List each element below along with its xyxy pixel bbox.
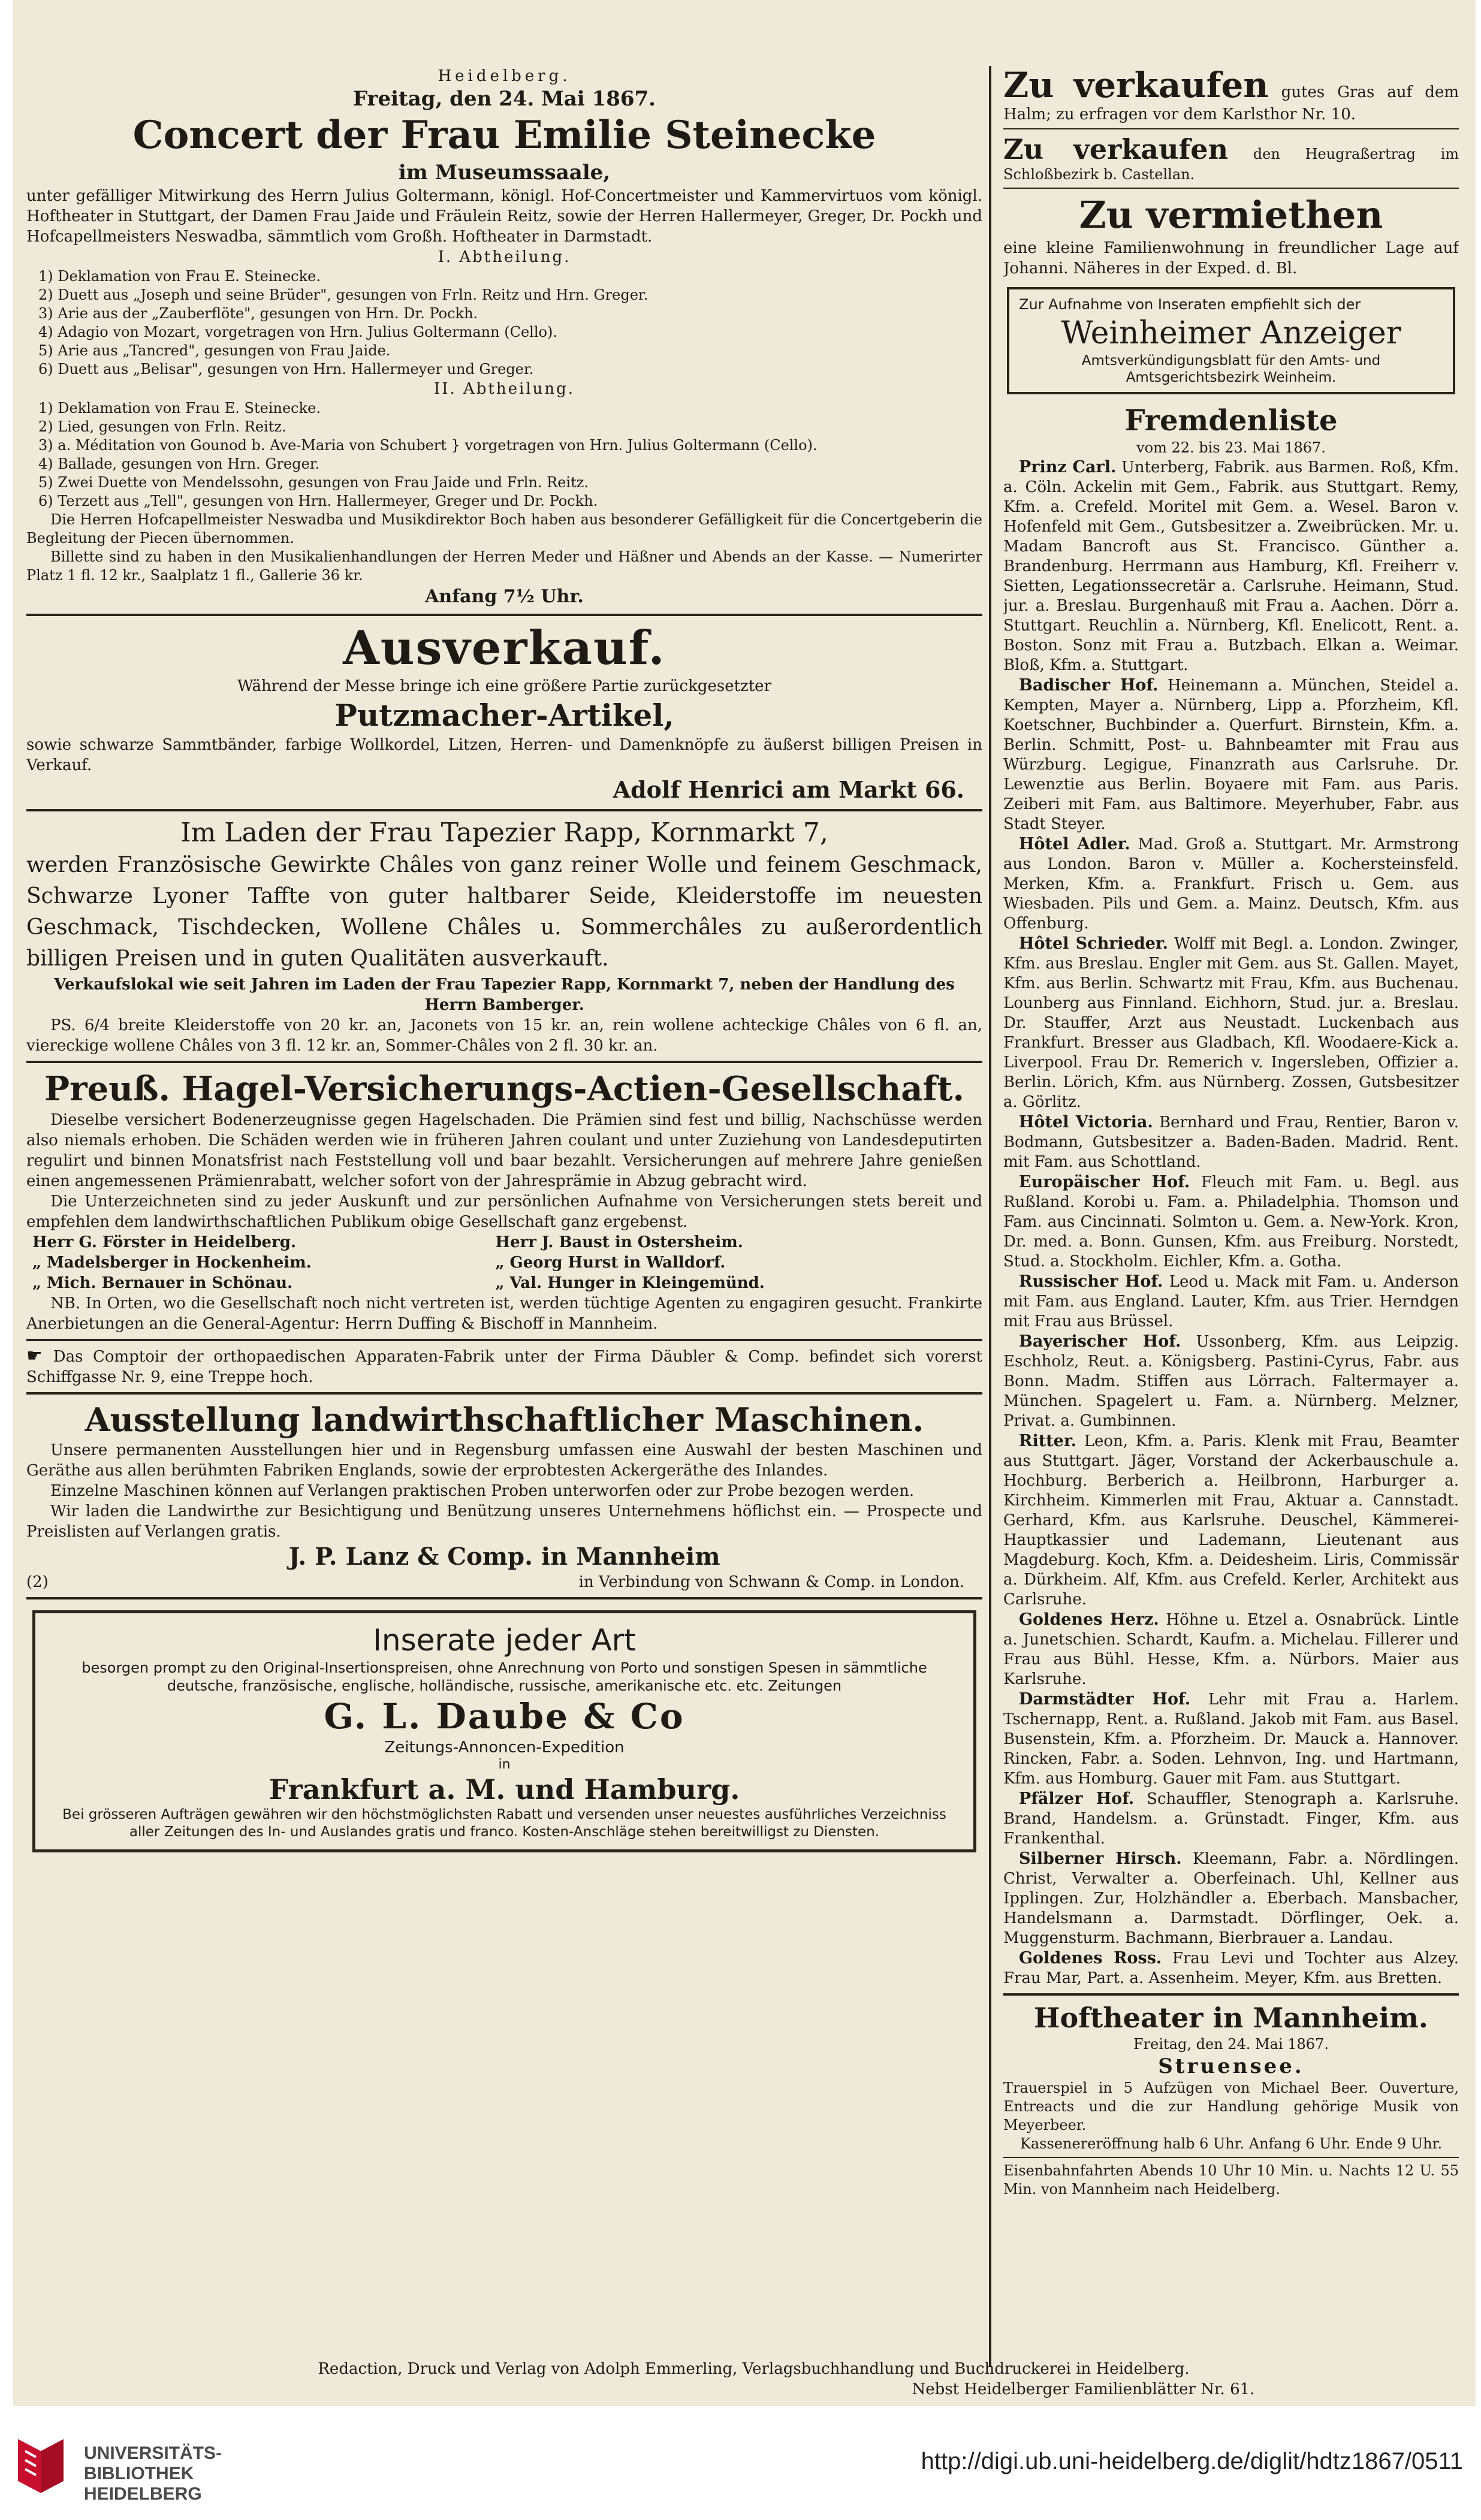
right-column [1003,66,1459,2391]
hotel-entry [1003,1849,1459,1948]
hotel-entry [1003,934,1459,1112]
hagel-nb: NB. In Orten, wo die Gesellschaft noch nicht vertreten ist, werden tüchtige Agenten zu engagiren gesucht. Frankirte Anerbietungen an die General-Agentur: Herrn Duffing & Bischoff in Mannheim. [26,1294,982,1333]
divider [26,1339,982,1341]
hotel-guests: Frau Levi und Tochter aus Alzey. Frau Mar, Part. a. Assenheim. Meyer, Kfm. aus Bretten. [1003,1949,1459,1987]
inserate-title: Inserate jeder Art [373,1623,636,1658]
ausstellung-body3: Wir laden die Landwirthe zur Besichtigung und Benützung unseres Unternehmens höflichst ein. — Prospecte und Preislisten auf Verlangen gratis. [26,1502,982,1541]
hotel-name: Pfälzer Hof. [1019,1789,1135,1808]
hotel-entry [1003,1332,1459,1431]
wein-sub: Amtsverkündigungsblatt für den Amts- und Amtsgerichtsbezirk Weinheim. [1081,353,1381,385]
inserate-sub: Zeitungs-Annoncen-Expedition [384,1739,625,1757]
rail-times: Eisenbahnfahrten Abends 10 Uhr 10 Min. u. Nachts 12 U. 55 Min. von Mannheim nach Heidelberg. [1003,2162,1459,2198]
hotel-guests: Schauffler, Stenograph a. Karlsruhe. Brand, Handelsm. a. Grünstadt. Finger, Kfm. aus Frankenthal. [1003,1790,1459,1848]
concert-venue: im Museumssaale, [398,161,611,185]
permalink[interactable]: http://digi.ub.uni-heidelberg.de/diglit/hdtz1867/0511 [921,2448,1463,2474]
hotel-guests: Mad. Groß a. Stuttgart. Mr. Armstrong aus London. Baron v. Müller a. Kochersteinsfeld. Merken, Kfm. a. Frankfurt. Frisch u. Gem. aus Wiesbaden. Pils und Gem. a. Mainz. Deutsch, Kfm. aus Offenburg. [1003,835,1459,932]
hagel-body: Dieselbe versichert Bodenerzeugnisse gegen Hagelschaden. Die Prämien sind fest und billig, Nachschüsse werden also niemals erhoben. Die Schäden werden wie in früheren Jahren coulant und unter Zuziehung von Landesdeputirten regulirt und binnen Monatsfrist nach Feststellung voll und baar bezahlt. Versicherungen auf mehrere Jahre genießen einen angemessenen Prämienrabatt, welcher sofort von der Jahresprämie in Abzug gebracht wird. [26,1111,982,1190]
hotel-entry [1003,1948,1459,1988]
part2-heading: II. Abtheilung. [433,380,575,398]
divider [26,1392,982,1395]
theater-date: Freitag, den 24. Mai 1867. [1133,2036,1329,2053]
hagel-body2: Die Unterzeichneten sind zu jeder Auskunft und zur persönlichen Aufnahme von Versicherungen stets bereit und empfehlen dem landwirthschaftlichen Publikum obige Gesellschaft ganz ergebenst. [26,1193,982,1231]
hotel-name: Hôtel Schrieder. [1019,934,1169,953]
imprint-line2: Nebst Heidelberger Familienblätter Nr. 61. [912,2380,1255,2398]
hotel-guests: Bernhard und Frau, Rentier, Baron v. Bodmann, Gutsbesitzer a. Baden-Baden. Madrid. Rent. mit Fam. aus Schottland. [1003,1113,1459,1171]
hotel-name: Badischer Hof. [1019,676,1159,695]
hotel-name: Goldenes Herz. [1019,1610,1159,1629]
concert-title: Concert der Frau Emilie Steinecke [132,113,876,158]
hotel-entry [1003,1172,1459,1272]
concert-tickets: Billette sind zu haben in den Musikalienhandlungen der Herren Meder und Häßner und Abends an der Kasse. — Numerirter Platz 1 fl. 12 kr., Saalplatz 1 fl., Gallerie 36 kr. [26,548,982,584]
concert-start: Anfang 7½ Uhr. [425,586,584,607]
hotel-entry [1003,457,1459,675]
divider [26,1597,982,1599]
hotel-guests: Leon, Kfm. a. Paris. Klenk mit Frau, Beamter aus Stuttgart. Jäger, Vorstand der Ackerbauschule a. Hochburg. Berberich a. Heilbronn, Harburger a. Kirchheim. Kimmerlen mit Frau, Aktuar a. Cannstadt. Gerhard, Kfm. aus Karlsruhe. Deuschel, Kämmerei-Hauptkassier und Lademann, Lieutenant aus Magdeburg. Koch, Kfm. a. Deidesheim. Liris, Commissär a. Dürkheim. Alf, Kfm. aus Crefeld. Kerler, Architekt aus Carlsruhe. [1003,1432,1459,1608]
wein-title: Weinheimer Anzeiger [1061,315,1401,351]
program-item: 6) Duett aus „Belisar", gesungen von Hrn. Hallermeyer und Greger. [38,361,534,378]
hotel-entry [1003,1272,1459,1332]
program-item: 5) Arie aus „Tancred", gesungen von Frau Jaide. [38,342,391,359]
hotel-name: Goldenes Ross. [1019,1949,1162,1967]
program-item: 1) Deklamation von Frau E. Steinecke. [38,400,321,417]
hotel-entry [1003,1689,1459,1789]
imprint [13,2359,1476,2400]
column-rule [989,66,991,2367]
hotel-guests: Unterberg, Fabrik. aus Barmen. Roß, Kfm. a. Cöln. Ackelin mit Gem., Fabrik. aus Stuttgart. Remy, Kfm. a. Crefeld. Moritel mit Gem. a. Wesel. Baron v. Hofenfeld mit Gem., Gutsbesitzer a. Zweibrücken. Mr. u. Madam Bancroft aus St. Francisco. Günther a. Brandenburg. Herrmann aus Hamburg, Kfl. Freiherr v. Sietten, Legationssecretär a. Carlsruhe. Heimann, Stud. jur. a. Breslau. Burgenhauß mit Frau a. Aachen. Dörr a. Stuttgart. Reuchlin a. Nürnberg, Kfl. Enelicott, Rent. a. Boston. Sonz mit Frau a. Butzbach. Elkan a. Weimar. Bloß, Kfm. a. Stuttgart. [1003,458,1459,674]
ad-number: (2) [26,1573,49,1591]
imprint-line: Redaction, Druck und Verlag von Adolph Emmerling, Verlagsbuchhandlung und Buchdruckerei in Heidelberg. [318,2360,1190,2378]
hotel-name: Prinz Carl. [1019,458,1117,476]
part2-program [26,399,982,511]
library-name: UNIVERSITÄTS- BIBLIOTHEK HEIDELBERG [84,2443,222,2504]
hotel-name: Hôtel Adler. [1019,835,1130,853]
ausstellung-partner: in Verbindung von Schwann & Comp. in London. [578,1573,964,1591]
wein-top: Zur Aufnahme von Inseraten empfiehlt sich der [1019,296,1361,313]
fremden-date: vom 22. bis 23. Mai 1867. [1136,439,1326,456]
hotel-guests: Höhne u. Etzel a. Osnabrück. Lintle a. Junetschien. Schardt, Kaufm. a. Michelau. Fillerer und Frau aus Bühl. Hesse, Kfm. a. Nürbors. Maier aus Karlsruhe. [1003,1611,1459,1688]
program-item: 6) Terzett aus „Tell", gesungen von Hrn. Hallermeyer, Greger und Dr. Pockh. [38,493,598,509]
hotel-name: Hôtel Victoria. [1019,1113,1153,1131]
part1-heading: I. Abtheilung. [438,248,571,266]
program-item: 2) Duett aus „Joseph und seine Brüder", gesungen von Frln. Reitz und Hrn. Greger. [38,286,648,303]
inserate-in: in [498,1757,511,1772]
divider [26,614,982,616]
hagel-title: Preuß. Hagel-Versicherungs-Actien-Gesellschaft. [44,1069,964,1109]
hotel-guests: Ussonberg, Kfm. aus Leipzig. Eschholz, Reut. a. Königsberg. Pastini-Cyrus, Fabr. aus Bonn. Madm. Stiffen aus Lörrach. Faltermayer a. München. Spagelert u. Fam. a. Nürnberg. Melzner, Privat. a. Gumbinnen. [1003,1333,1459,1430]
rapp-title: Im Laden der Frau Tapezier Rapp, Kornmarkt 7, [180,817,828,848]
hotel-entry [1003,1431,1459,1610]
hotel-guests: Kleemann, Fabr. a. Nördlingen. Christ, Verwalter a. Oberfeinach. Uhl, Kellner aus Ipplingen. Zur, Holzhändler a. Eberbach. Mansbacher, Handelsmann a. Darmstadt. Dörflinger, Oek. a. Muggensturm. Bachmann, Bierbrauer a. Landau. [1003,1850,1459,1947]
part1-program [26,267,982,379]
agent: „ Mich. Bernauer in Schönau. [32,1274,293,1292]
ausverkauf-line1: Während der Messe bringe ich eine größere Partie zurückgesetzter [237,677,771,695]
weinheim-box [1007,287,1455,394]
hotel-name: Bayerischer Hof. [1019,1332,1181,1351]
hotel-guests: Wolff mit Begl. a. London. Zwinger, Kfm. aus Breslau. Engler mit Gem. aus St. Gallen. Mayet, Kfm. aus Berlin. Schwartz mit Frau, Kfm. aus Buchenau. Lounberg aus Finnland. Eichhorn, Stud. jur. a. Breslau. Dr. Stauffer, Arzt aus Neustadt. Luckenbach aus Frankfurt. Bresser aus Gladbach, Kfl. Woodaere-Kick a. Liverpool. Frau Dr. Remerich v. Ingersleben, Offizier a. Berlin. Lörich, Kfm. aus Nürnberg. Zossen, Gutsbesitzer a. Görlitz. [1003,935,1459,1111]
concert-intro: unter gefälliger Mitwirkung des Herrn Julius Goltermann, königl. Hof-Concertmeister und Kammervirtuos vom königl. Hoftheater in Stuttgart, der Damen Frau Jaide und Fräulein Reitz, sowie der Herren Hallermeyer, Greger, Dr. Pockh und Hofcapellmeisters Neswadba, sämmtlich vom Großh. Hoftheater in Darmstadt. [26,187,982,246]
ad-gras: Zu verkaufen gutes Gras auf dem Halm; zu erfragen vor dem Karlsthor Nr. 10. [1003,66,1459,123]
divider [1003,128,1459,129]
ausverkauf-line2: sowie schwarze Sammtbänder, farbige Wollkordel, Litzen, Herren- und Damenknöpfe zu äußerst billigen Preisen in Verkauf. [26,736,982,774]
divider [26,1061,982,1063]
ausverkauf-item: Putzmacher-Artikel, [334,698,674,733]
agent: Herr G. Förster in Heidelberg. [32,1233,297,1251]
program-item: 1) Deklamation von Frau E. Steinecke. [38,268,321,285]
hotel-guests: Heinemann a. München, Steidel a. Kempten, Mayer a. Nürnberg, Lipp a. Pforzheim, Kfl. Koetschner, Buchbinder a. Querfurt. Birnstein, Kfm. a. Berlin. Schmitt, Post- u. Bahnbeamter mit Frau aus Würzburg. Legigue, Finanzrath aus Carlsruhe. Dr. Lewenztie aus Berlin. Boyaere mit Fam. aus Paris. Zeiberi mit Fam. aus Baltimore. Meyerhuber, Fabr. aus Stadt Steyer. [1003,677,1459,833]
agent: „ Georg Hurst in Walldorf. [495,1254,726,1272]
hotel-entry [1003,1112,1459,1172]
agent: „ Val. Hunger in Kleingemünd. [495,1274,765,1292]
ausverkauf-signature: Adolf Henrici am Markt 66. [613,776,964,803]
hotel-entry [1003,675,1459,834]
hotel-list [1003,457,1459,1988]
hotel-name: Ritter. [1019,1432,1076,1450]
divider [1003,188,1459,189]
rapp-body: werden Französische Gewirkte Châles von ganz reiner Wolle und feinem Geschmack, Schwarze Lyoner Taffte von guter haltbarer Seide, Kleiderstoffe im neuesten Geschmack, Tischdecken, Wollene Châles u. Sommerchâles zu außerordentlich billigen Preisen und in guten Qualitäten ausverkauft. [26,853,982,971]
divider [1003,1993,1459,1996]
hotel-name: Russischer Hof. [1019,1272,1163,1291]
hotel-entry [1003,1789,1459,1849]
program-item: 4) Adagio von Mozart, vorgetragen von Hrn. Julius Goltermann (Cello). [38,324,557,340]
play-desc: Trauerspiel in 5 Aufzügen von Michael Beer. Ouverture, Entreacts und die zur Handlung gehörige Musik von Meyerbeer. [1003,2080,1459,2133]
divider [1003,2157,1459,2158]
ausstellung-title: Ausstellung landwirthschaftlicher Maschinen. [85,1401,924,1439]
play-times: Kassenereröffnung halb 6 Uhr. Anfang 6 Uhr. Ende 9 Uhr. [1019,2135,1443,2152]
concert-note: Die Herren Hofcapellmeister Neswadba und Musikdirektor Boch haben aus besonderer Gefälligkeit für die Concertgeberin die Begleitung der Piecen übernommen. [26,511,982,547]
hagel-agents [26,1232,982,1293]
rapp-location: Verkaufslokal wie seit Jahren im Laden der Frau Tapezier Rapp, Kornmarkt 7, neben der Handlung des Herrn Bamberger. [54,976,955,1014]
pointing-hand-icon: ☛ [26,1345,53,1366]
fremden-title: Fremdenliste [1124,404,1338,437]
hotel-guests: Lehr mit Frau a. Harlem. Tschernapp, Rent. a. Rußland. Jakob mit Fam. aus Basel. Busenstein, Kfm. a. Pforzheim. Dr. Mauck a. Hannover. Rincken, Fabr. a. Soden. Lehnvon, Ing. und Hartmann, Kfm. aus Homburg. Gauer mit Fam. aus Stuttgart. [1003,1691,1459,1788]
rapp-ps: PS. 6/4 breite Kleiderstoffe von 20 kr. an, Jaconets von 15 kr. an, rein wollene achteckige Châles von 6 fl. an, viereckige wollene Châles von 3 fl. 12 kr. an, Sommer-Châles von 2 fl. 30 kr. an. [26,1016,982,1055]
agent: Herr J. Baust in Ostersheim. [495,1233,743,1251]
program-item: 3) a. Méditation von Gounod b. Ave-Maria von Schubert } vorgetragen von Hrn. Julius Goltermann (Cello). [38,437,818,454]
inserate-box [32,1610,976,1852]
inserate-firm: G. L. Daube & Co [324,1696,685,1737]
hotel-entry [1003,834,1459,934]
inserate-city: Frankfurt a. M. und Hamburg. [269,1773,740,1806]
concert-date: Freitag, den 24. Mai 1867. [352,87,656,111]
ausstellung-body2: Einzelne Maschinen können auf Verlangen praktischen Proben unterworfen oder zur Probe bezogen werden. [50,1482,915,1500]
play-title: Struensee. [1158,2054,1304,2078]
hotel-guests: Fleuch mit Fam. u. Begl. aus Rußland. Korobi u. Fam. a. Philadelphia. Thomson und Fam. aus Cincinnati. Solmton u. Gem. a. New-York. Kron, Dr. med. a. Bonn. Gunsen, Kfm. aus Freiburg. Norstedt, Stud. a. Stockholm. Eichler, Kfm. a. Gotha. [1003,1173,1459,1270]
ausstellung-signature: J. P. Lanz & Comp. in Mannheim [288,1543,720,1571]
hotel-entry [1003,1610,1459,1689]
ausverkauf-title: Ausverkauf. [343,621,666,675]
hotel-guests: Leod u. Mack mit Fam. u. Anderson mit Fam. aus England. Lauter, Kfm. aus Trier. Herndgen mit Frau aus Brüssel. [1003,1273,1459,1330]
inserate-body: besorgen prompt zu den Original-Insertionspreisen, ohne Anrechnung von Porto und sonstigen Spesen in sämmtliche deutsche, französische, englische, holländische, russische, amerikanische etc. etc. Zeitungen [82,1659,927,1694]
ad3-head: Zu vermiethen [1079,193,1383,237]
program-item: 4) Ballade, gesungen von Hrn. Greger. [38,455,320,472]
library-footer [0,2406,1481,2520]
university-library-logo-icon [12,2433,70,2499]
theater-title: Hoftheater in Mannheim. [1034,2002,1428,2034]
divider [26,809,982,811]
program-item: 2) Lied, gesungen von Frln. Reitz. [38,418,286,435]
hotel-name: Darmstädter Hof. [1019,1690,1191,1709]
ad-heu: Zu verkaufen den Heugraßertrag im Schloßbezirk b. Castellan. [1003,133,1459,183]
ad3-body: eine kleine Familienwohnung in freundlicher Lage auf Johanni. Näheres in der Exped. d. Bl. [1003,239,1459,277]
concert-place: Heidelberg. [438,67,571,85]
program-item: 3) Arie aus der „Zauberflöte", gesungen von Hrn. Dr. Pockh. [38,305,478,322]
program-item: 5) Zwei Duette von Mendelssohn, gesungen von Frau Jaide und Frln. Reitz. [38,474,589,491]
ausstellung-body: Unsere permanenten Ausstellungen hier und in Regensburg umfassen eine Auswahl der besten Maschinen und Geräthe aus allen berühmten Fabriken Englands, sowie der erprobtesten Ackergeräthe des Inlandes. [26,1441,982,1480]
newspaper-page [13,0,1476,2406]
inserate-footer: Bei grösseren Aufträgen gewähren wir den höchstmöglichsten Rabatt und versenden unser neuestes ausführliches Verzeichniss aller Zeitungen des In- und Auslandes gratis und franco. Kosten-Anschläge stehen bereitwilligst zu Diensten. [62,1807,946,1840]
hotel-name: Silberner Hirsch. [1019,1849,1182,1868]
hotel-name: Europäischer Hof. [1019,1173,1190,1191]
left-column [26,66,982,2391]
orthopaedic-notice: ☛ Das Comptoir der orthopaedischen Apparaten-Fabrik unter der Firma Däubler & Comp. befindet sich vorerst Schiffgasse Nr. 9, eine Treppe hoch. [26,1345,982,1386]
agent: „ Madelsberger in Hockenheim. [32,1254,312,1272]
